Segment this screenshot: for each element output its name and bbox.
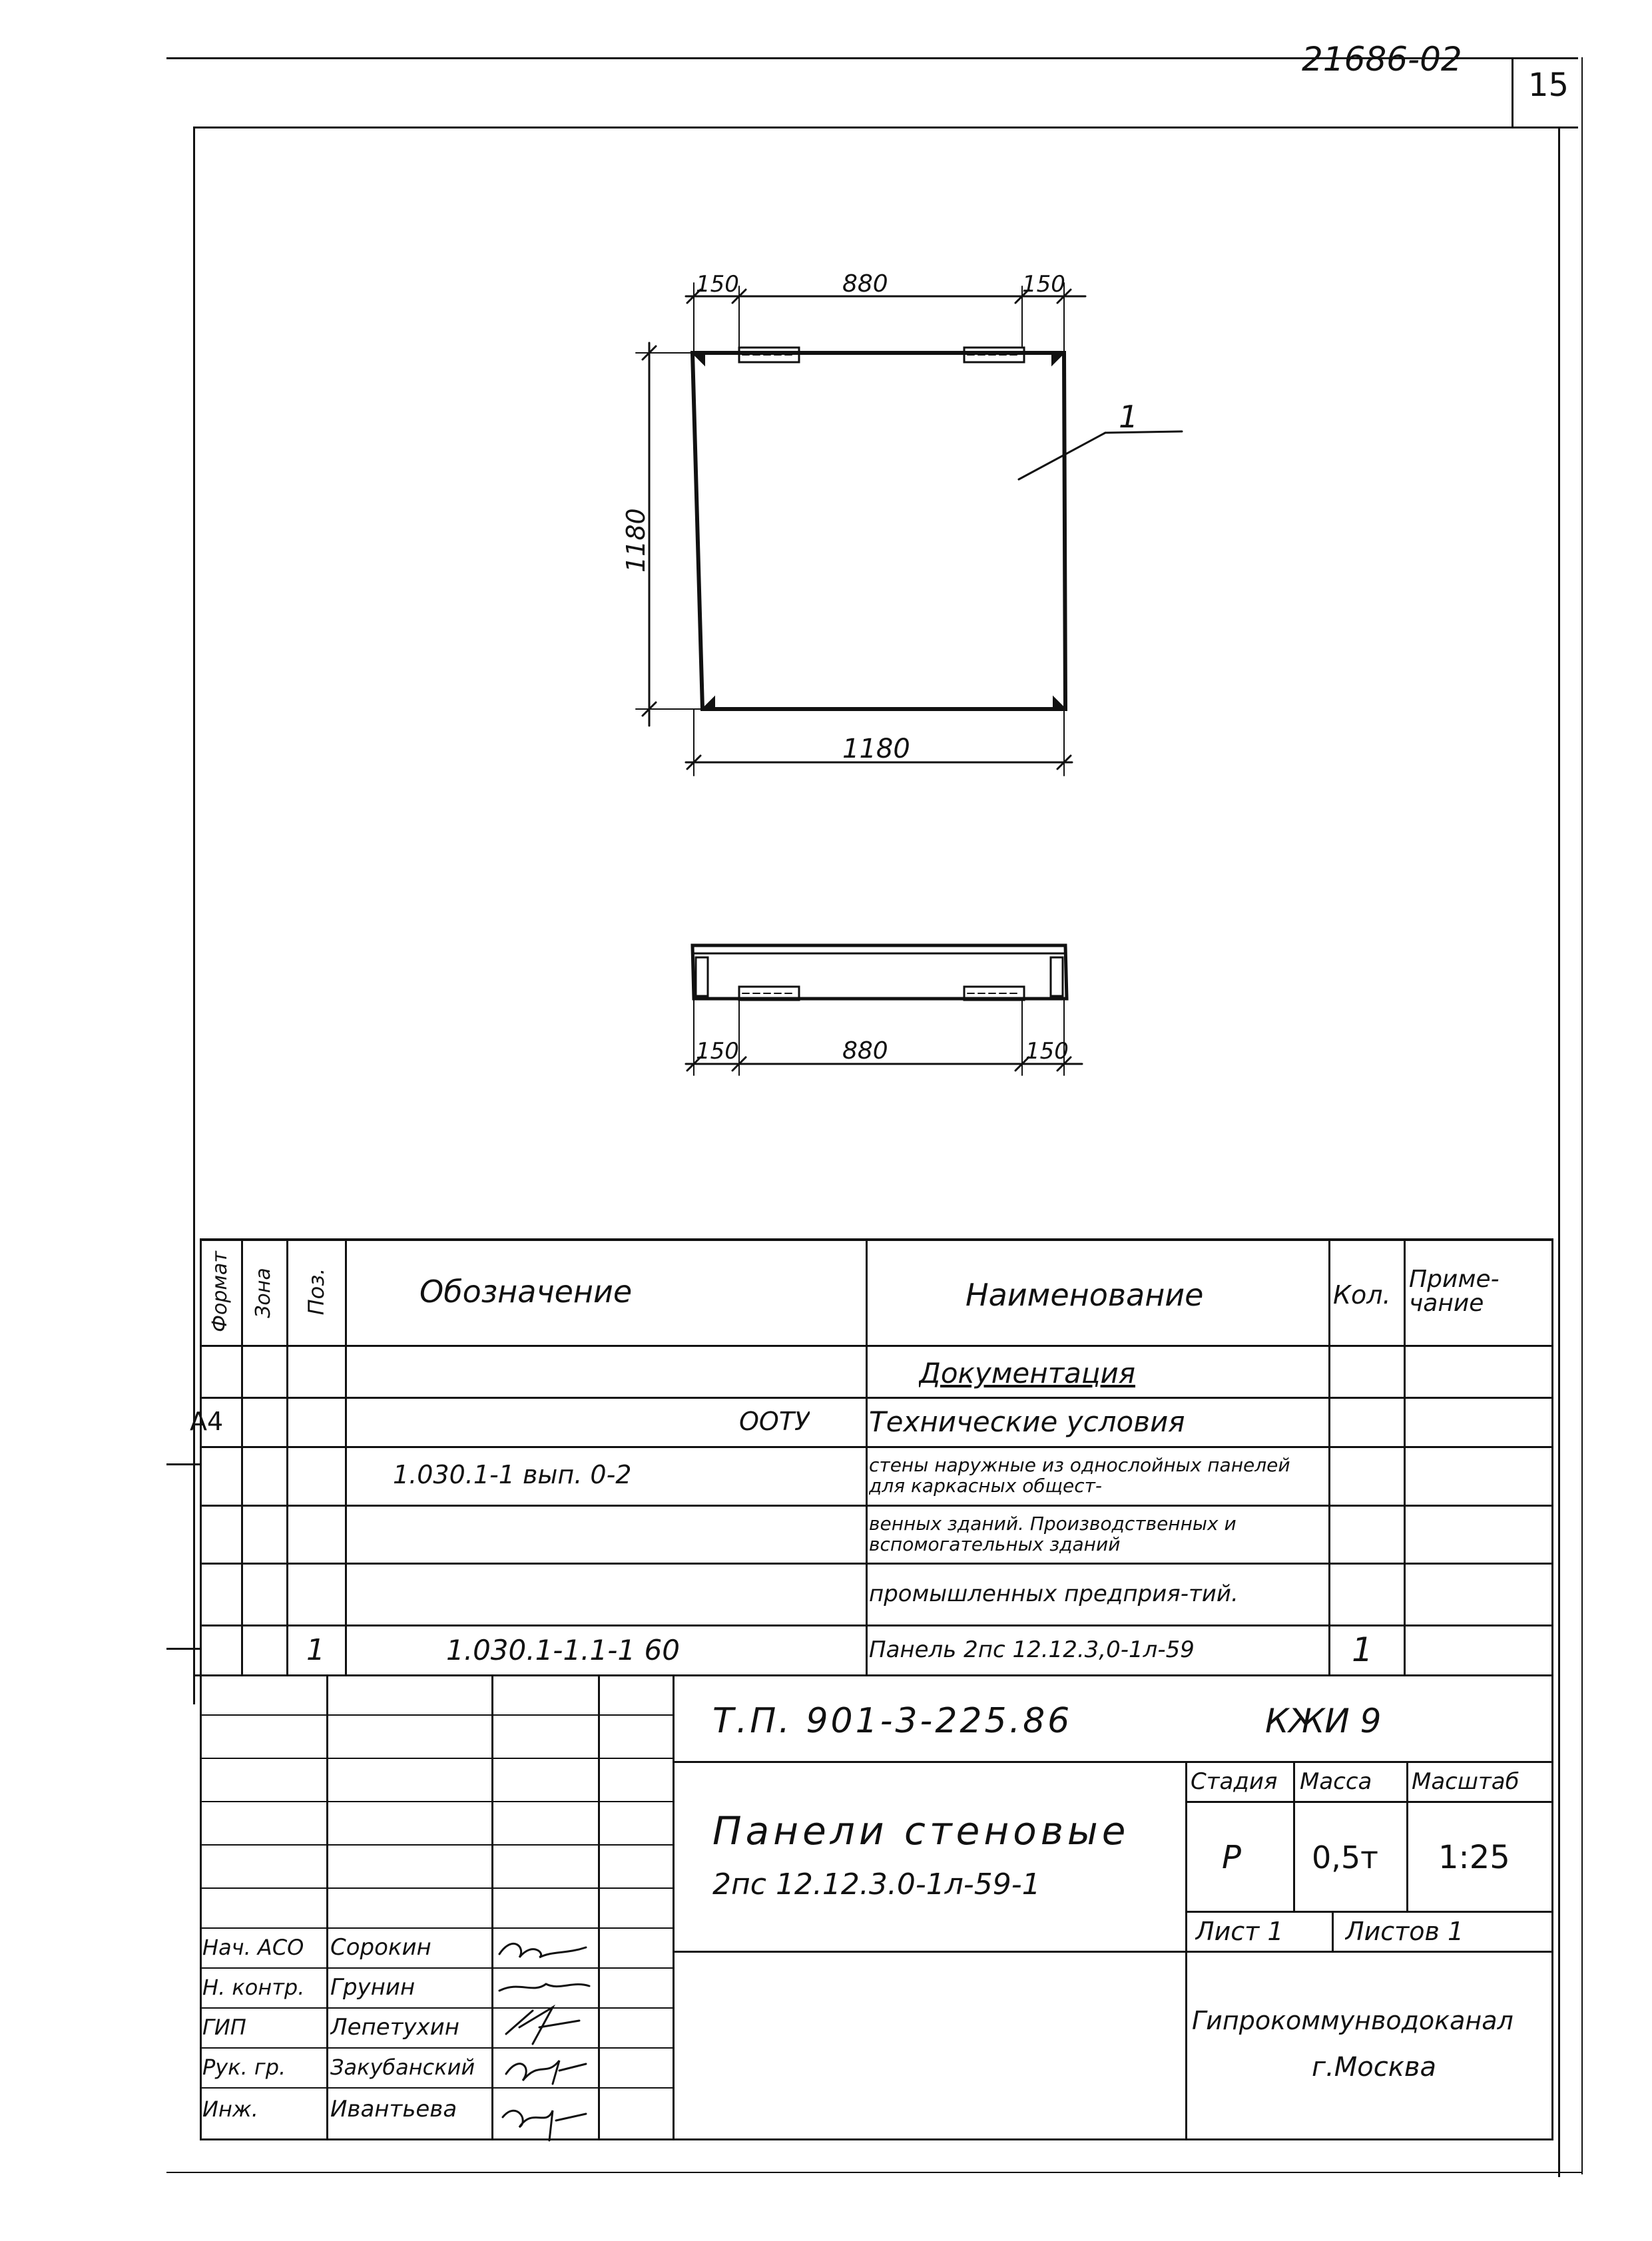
- handwritten-signatures: [493, 1927, 599, 2147]
- sheet-label: Лист 1: [1195, 1917, 1284, 1946]
- row-4-designation: 1.030.1-1.1-1 60: [446, 1633, 680, 1666]
- city: г.Москва: [1312, 2052, 1436, 2083]
- title-block: [193, 1674, 1558, 2140]
- sig-role-3: Рук. гр.: [202, 2055, 286, 2080]
- row-0-name: Технические условия: [869, 1405, 1185, 1438]
- sig-name-3: Закубанский: [330, 2055, 475, 2080]
- sig-name-0: Сорокин: [330, 1934, 431, 1961]
- organization: Гипрокоммунводоканал: [1192, 2006, 1514, 2035]
- row-1-designation: 1.030.1-1 вып. 0-2: [393, 1460, 632, 1489]
- position-label: 1: [1119, 399, 1139, 435]
- section-title: Документация: [919, 1357, 1136, 1389]
- sig-role-4: Инж.: [202, 2097, 258, 2122]
- archive-number: 21686-02: [1302, 40, 1462, 79]
- stage-value: Р: [1222, 1839, 1241, 1876]
- side-dim-right: 150: [1025, 1038, 1069, 1065]
- position-leader: [1019, 433, 1105, 479]
- scale-value: 1:25: [1438, 1839, 1510, 1876]
- header-note: Приме-чание: [1409, 1266, 1500, 1317]
- header-designation: Обозначение: [419, 1274, 633, 1310]
- header-pos: Поз.: [304, 1268, 329, 1316]
- stage-label: Стадия: [1191, 1768, 1278, 1795]
- row-2-name: венных зданий. Производственных и вспомогательных зданий: [869, 1513, 1237, 1555]
- mass-value: 0,5т: [1312, 1840, 1378, 1875]
- header-qty: Кол.: [1333, 1280, 1391, 1310]
- scale-label: Масштаб: [1412, 1768, 1519, 1795]
- dim-height: 1180: [621, 508, 651, 573]
- dim-bottom: 1180: [842, 734, 910, 764]
- sig-name-1: Грунин: [330, 1974, 415, 2001]
- title-line-2: 2пс 12.12.3.0-1л-59-1: [712, 1867, 1041, 1901]
- document-code: Т.П. 901-3-225.86: [712, 1701, 1073, 1741]
- sheet-number: 15: [1528, 67, 1569, 104]
- row-4-name: Панель 2пс 12.12.3,0-1л-59: [869, 1636, 1195, 1663]
- row-1-name: стены наружные из однослойных панелей для каркасных общест-: [869, 1454, 1290, 1497]
- mass-label: Масса: [1300, 1768, 1372, 1795]
- title-line-1: Панели стеновые: [712, 1808, 1130, 1854]
- header-zone: Зона: [251, 1268, 275, 1318]
- dim-top-left: 150: [696, 271, 739, 298]
- row-4-pos: 1: [306, 1632, 325, 1667]
- row-0-designation: ООТУ: [739, 1407, 810, 1436]
- sheet-code: КЖИ 9: [1265, 1702, 1382, 1740]
- sig-role-2: ГИП: [202, 2015, 246, 2040]
- side-dim-left: 150: [696, 1038, 739, 1065]
- sheets-label: Листов 1: [1345, 1917, 1464, 1946]
- panel-outline: [692, 353, 1065, 709]
- header-name: Наименование: [965, 1277, 1204, 1313]
- sig-role-1: Н. контр.: [202, 1975, 305, 2000]
- sig-name-4: Ивантьева: [330, 2096, 457, 2122]
- row-3-name: промышленных предприя-тий.: [869, 1581, 1239, 1608]
- row-4-qty: 1: [1352, 1630, 1373, 1669]
- dim-top-middle: 880: [842, 270, 888, 298]
- sig-role-0: Нач. АСО: [202, 1935, 304, 1960]
- header-format: Формат: [208, 1251, 232, 1332]
- row-0-format: А4: [190, 1407, 224, 1436]
- spec-table: [190, 1238, 1558, 1678]
- dim-top-right: 150: [1022, 271, 1065, 298]
- side-dim-middle: 880: [842, 1037, 888, 1065]
- bottom-border: [166, 2172, 1581, 2173]
- sig-name-2: Лепетухин: [330, 2014, 460, 2041]
